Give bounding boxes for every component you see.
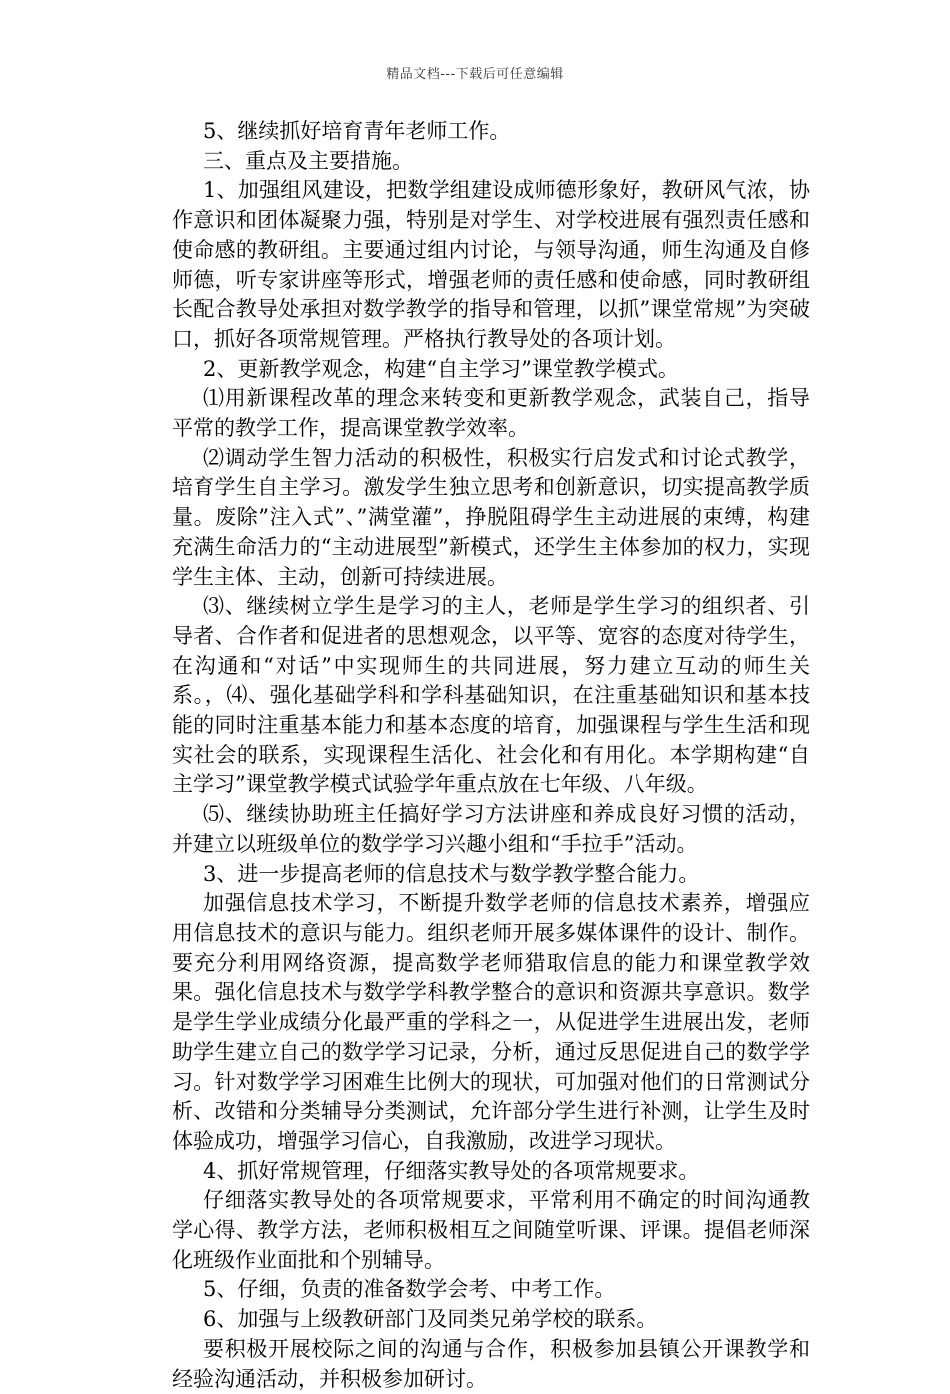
paragraph-15: 要积极开展校际之间的沟通与合作，积极参加县镇公开课教学和经验沟通活动，并积极参加研讨。	[172, 1336, 810, 1391]
paragraph-9: 3、进一步提高老师的信息技术与数学教学整合能力。	[203, 861, 700, 886]
document-body	[172, 117, 810, 1394]
paragraph-4: 2、更新教学观念，构建“自主学习”课堂教学模式。	[203, 356, 679, 381]
paragraph-12: 仔细落实教导处的各项常规要求，平常利用不确定的时间沟通教学心得、教学方法，老师积极相互之间随堂听课、评课。提倡老师深化班级作业面批和个别辅导。	[172, 1188, 810, 1272]
paragraph-7: ⑶、继续树立学生是学习的主人，老师是学生学习的组织者、引导者、合作者和促进者的思想观念，以平等、宽容的态度对待学生，在沟通和“对话”中实现师生的共同进展，努力建立互动的师生关系。，⑷、强化基础学科和学科基础知识，在注重基础知识和基本技能的同时注重基本能力和基本态度的培育，加强课程与学生生活和现实社会的联系，实现课程生活化、社会化和有用化。本学期构建“自主学习”课堂教学模式试验学年重点放在七年级、八年级。	[172, 594, 810, 797]
paragraph-10: 加强信息技术学习，不断提升数学老师的信息技术素养，增强应用信息技术的意识与能力。组织老师开展多媒体课件的设计、制作。要充分利用网络资源，提高数学老师猎取信息的能力和课堂教学效果。强化信息技术与数学学科教学整合的意识和资源共享意识。数学是学生学业成绩分化最严重的学科之一，从促进学生进展出发，老师助学生建立自己的数学学习记录，分析，通过反思促进自己的数学学习。针对数学学习困难生比例大的现状，可加强对他们的日常测试分析、改错和分类辅导分类测试，允许部分学生进行补测，让学生及时体验成功，增强学习信心，自我激励，改进学习现状。	[172, 891, 810, 1153]
paragraph-8: ⑸、继续协助班主任搞好学习方法讲座和养成良好习惯的活动，并建立以班级单位的数学学习兴趣小组和“手拉手”活动。	[172, 802, 810, 856]
paragraph-3: 1、加强组风建设，把数学组建设成师德形象好，教研风气浓，协作意识和团体凝聚力强，特别是对学生、对学校进展有强烈责任感和使命感的教研组。主要通过组内讨论，与领导沟通，师生沟通及自修师德，听专家讲座等形式，增强老师的责任感和使命感，同时教研组长配合教导处承担对数学教学的指导和管理，以抓”课堂常规”为突破口，抓好各项常规管理。严格执行教导处的各项计划。	[172, 178, 810, 351]
paragraph-5: ⑴用新课程改革的理念来转变和更新教学观念，武装自己，指导平常的教学工作，提高课堂教学效率。	[172, 386, 810, 441]
paragraph-13: 5、仔细，负责的准备数学会考、中考工作。	[203, 1277, 616, 1302]
paragraph-14: 6、加强与上级教研部门及同类兄弟学校的联系。	[203, 1307, 658, 1332]
paragraph-1: 5、继续抓好培育青年老师工作。	[203, 119, 511, 143]
paragraph-2: 三、重点及主要措施。	[203, 148, 413, 173]
page-header: 精品文档---下载后可任意编辑	[386, 67, 564, 82]
paragraph-11: 4、抓好常规管理，仔细落实教导处的各项常规要求。	[203, 1158, 700, 1183]
paragraph-6: ⑵调动学生智力活动的积极性，积极实行启发式和讨论式教学，培育学生自主学习。激发学生独立思考和创新意识，切实提高教学质量。废除”注入式”、”满堂灌”，挣脱阻碍学生主动进展的束缚，构建充满生命活力的“主动进展型”新模式，还学生主体参加的权力，实现学生主体、主动，创新可持续进展。	[172, 445, 810, 589]
